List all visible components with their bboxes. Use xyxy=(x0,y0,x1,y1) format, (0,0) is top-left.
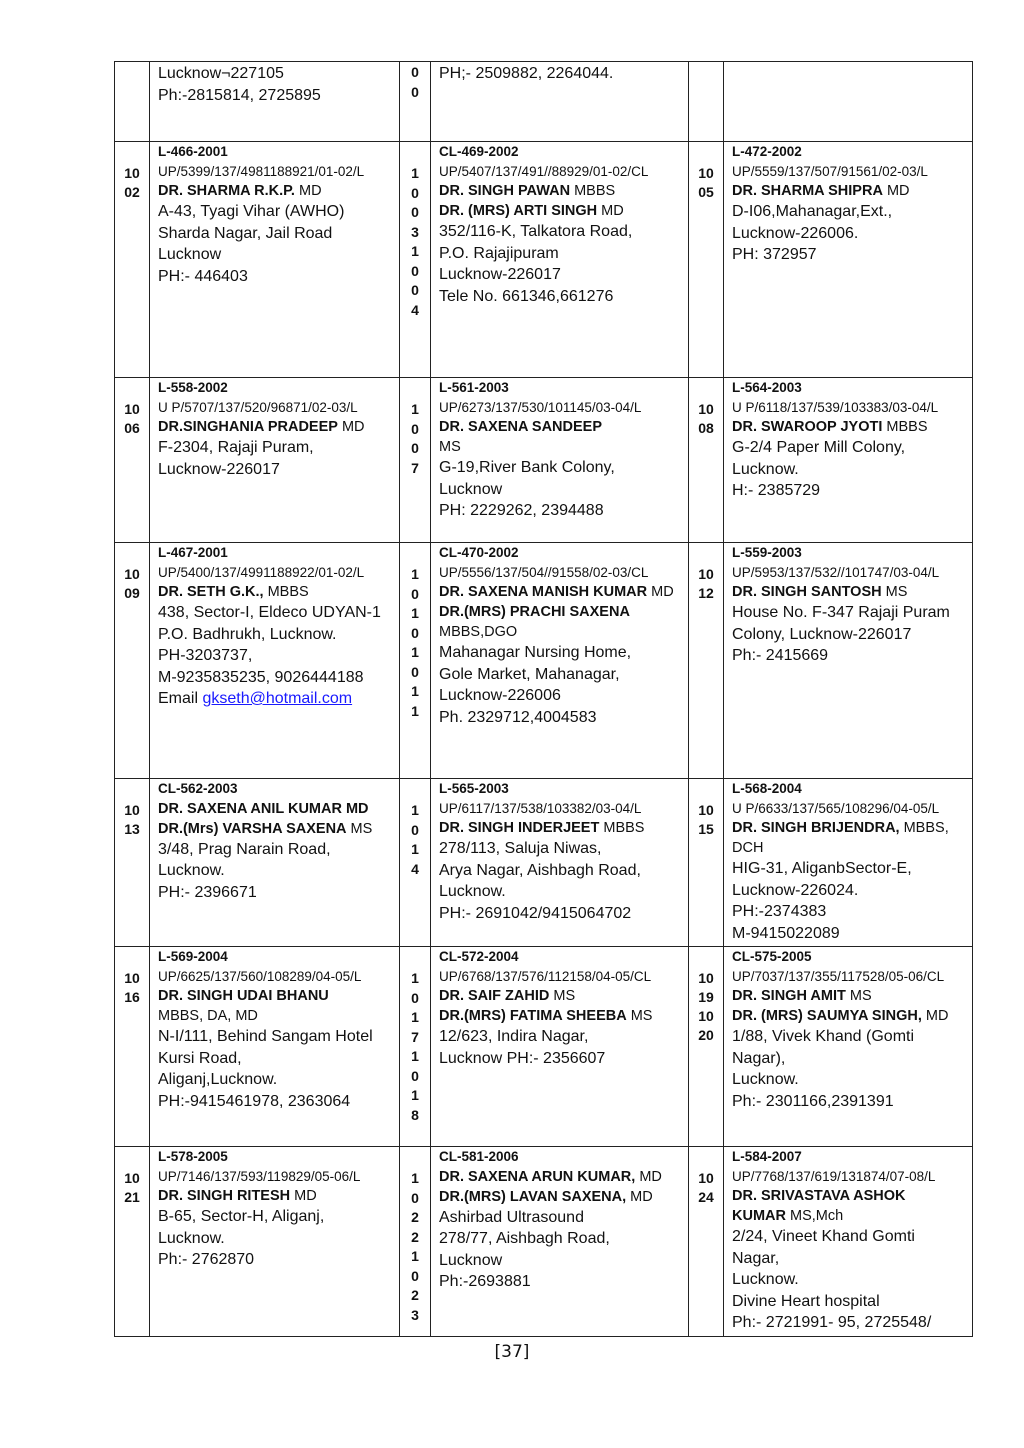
serial-number: 10 08 xyxy=(698,401,714,436)
address-line: Lucknow. xyxy=(732,460,799,478)
doctor-name: DR. SINGH BRIJENDRA, xyxy=(732,820,900,836)
serial-digit: 4 xyxy=(411,301,419,318)
registration-number: UP/5400/137/4991188922/01-02/L xyxy=(158,564,365,580)
serial-digit: 1 xyxy=(411,1009,419,1025)
licence-code: L-578-2005 xyxy=(158,1149,228,1164)
serial-digit: 0 xyxy=(411,262,419,279)
registration-number: UP/6625/137/560/108289/04-05/L xyxy=(158,968,362,984)
table-row xyxy=(115,62,973,142)
address-line: Lucknow. xyxy=(732,1271,799,1288)
doctor-qualification: MBBS xyxy=(599,820,645,836)
serial-number: 10 12 xyxy=(698,566,714,601)
serial-number: 10 06 xyxy=(124,401,140,436)
doctor-name: DR. SINGH PAWAN xyxy=(439,183,571,199)
serial-digit: 1 xyxy=(411,683,419,699)
page-number: [37] xyxy=(494,1342,530,1362)
serial-digit: 0 xyxy=(411,585,419,602)
doctor-line xyxy=(158,799,395,819)
address-line: House No. F-347 Rajaji Puram xyxy=(732,604,950,621)
registration-number: U P/5707/137/520/96871/02-03/L xyxy=(158,399,358,415)
address-line: M-9415022089 xyxy=(732,924,840,942)
doctor-line xyxy=(158,986,395,1006)
licence-code: L-569-2004 xyxy=(158,949,228,964)
entry-cell xyxy=(150,62,400,142)
serial-number-cell xyxy=(689,142,724,378)
entry-cell xyxy=(724,947,973,1147)
doctor-line xyxy=(732,986,968,1006)
serial-digit: 1 xyxy=(411,165,419,181)
address-line: Lucknow-226006. xyxy=(732,224,859,242)
entry-cell xyxy=(724,142,973,378)
doctor-qualification: MS xyxy=(439,439,461,455)
email-link[interactable]: gkseth@hotmail.com xyxy=(202,690,353,707)
entry-cell xyxy=(150,947,400,1147)
doctor-line xyxy=(158,1006,395,1026)
serial-number-cell xyxy=(115,1147,150,1337)
doctor-name: DR. SETH G.K., xyxy=(158,584,264,600)
doctor-qualification: MD xyxy=(882,183,910,199)
doctor-name: DR. SINGH INDERJEET xyxy=(439,820,600,836)
entry-cell xyxy=(150,543,400,779)
serial-number: 10 24 xyxy=(698,1170,714,1205)
doctor-name: DR. SAXENA SANDEEP xyxy=(439,419,603,435)
entry-cell xyxy=(724,62,973,142)
serial-number-cell xyxy=(115,779,150,947)
address-line: PH-3203737, xyxy=(158,647,253,664)
serial-number-cell xyxy=(115,947,150,1147)
serial-digit: 0 xyxy=(411,440,419,456)
table-row xyxy=(115,378,973,543)
phone-line: PH;- 2509882, 2264044. xyxy=(439,65,614,82)
address-line: D-I06,Mahanagar,Ext., xyxy=(732,203,893,220)
address-line: Ph:- 2721991- 95, 2725548/ xyxy=(732,1314,932,1331)
licence-code: L-568-2004 xyxy=(732,781,802,796)
doctor-name: KUMAR xyxy=(732,1208,786,1224)
doctor-qualification: DCH xyxy=(732,840,764,856)
registration-number: UP/5399/137/4981188921/01-02/L xyxy=(158,163,365,179)
doctor-qualification: MD xyxy=(626,1188,653,1205)
doctor-qualification: MS,Mch xyxy=(785,1208,844,1224)
licence-code: CL-469-2002 xyxy=(439,144,519,159)
address-line: 278/113, Saluja Niwas, xyxy=(439,840,602,857)
serial-digit: 1 xyxy=(411,644,419,660)
serial-number: 10 16 xyxy=(124,970,140,1005)
serial-digit: 1 xyxy=(411,243,419,259)
doctor-name: DR. SAXENA MANISH KUMAR xyxy=(439,584,648,600)
licence-code: CL-581-2006 xyxy=(439,1149,519,1164)
address-line: Lucknow. xyxy=(439,883,506,900)
serial-number-cell xyxy=(115,142,150,378)
doctor-name: DR.(MRS) FATIMA SHEEBA xyxy=(439,1008,627,1024)
registration-number: UP/6117/137/538/103382/03-04/L xyxy=(439,800,642,816)
serial-digits xyxy=(400,779,431,947)
doctor-qualification: MS xyxy=(346,820,373,837)
doctor-line xyxy=(158,1186,395,1206)
serial-digits xyxy=(400,378,431,543)
licence-code: L-558-2002 xyxy=(158,380,228,395)
licence-code: L-472-2002 xyxy=(732,144,802,159)
serial-digit: 1 xyxy=(411,605,419,621)
doctor-line xyxy=(439,1006,684,1026)
serial-digits xyxy=(400,62,431,142)
serial-digit: 1 xyxy=(411,841,419,857)
address-line: Lucknow-226024. xyxy=(732,881,859,899)
address-line: PH:- 2396671 xyxy=(158,883,257,901)
entry-cell xyxy=(724,378,973,543)
doctor-line xyxy=(439,622,684,642)
doctor-qualification: MS xyxy=(881,584,908,600)
doctor-line xyxy=(732,838,968,858)
doctor-qualification: MD xyxy=(290,1188,317,1204)
entry-cell xyxy=(724,543,973,779)
doctor-name: DR.(MRS) PRACHI SAXENA xyxy=(439,604,630,620)
serial-digit: 0 xyxy=(411,1067,419,1084)
serial-digit: 0 xyxy=(411,624,419,641)
doctor-qualification: MBBS, DA, MD xyxy=(158,1008,258,1024)
doctor-qualification: MD xyxy=(921,1008,949,1024)
address-line: P.O. Badhrukh, Lucknow. xyxy=(158,625,337,643)
licence-code: CL-470-2002 xyxy=(439,545,519,560)
doctor-name: DR. SWAROOP JYOTI xyxy=(732,419,883,435)
doctor-name: DR. (MRS) SAUMYA SINGH, xyxy=(732,1008,922,1024)
serial-digit: 1 xyxy=(411,566,419,582)
email-line xyxy=(158,688,395,710)
address-line: A-43, Tyagi Vihar (AWHO) xyxy=(158,203,345,220)
doctor-line xyxy=(158,181,395,201)
address-line: 278/77, Aishbagh Road, xyxy=(439,1230,610,1247)
serial-number: 10 02 xyxy=(124,165,140,200)
serial-digit: 1 xyxy=(411,970,419,986)
serial-digit: 8 xyxy=(411,1106,419,1123)
address-line: Nagar, xyxy=(732,1249,780,1267)
address-line: HIG-31, AliganbSector-E, xyxy=(732,860,912,877)
licence-code: CL-572-2004 xyxy=(439,949,519,964)
registration-number: UP/5556/137/504//91558/02-03/CL xyxy=(439,564,649,580)
address-line: 3/48, Prag Narain Road, xyxy=(158,840,331,858)
doctor-line xyxy=(439,1167,684,1187)
address-line: 438, Sector-I, Eldeco UDYAN-1 xyxy=(158,604,381,621)
address-line: Lucknow PH:- 2356607 xyxy=(439,1049,606,1067)
serial-digit: 0 xyxy=(411,282,419,298)
address-line: Ph:- 2762870 xyxy=(158,1251,255,1268)
address-line: Nagar), xyxy=(732,1049,786,1067)
address-line: Ph:- 2301166,2391391 xyxy=(732,1092,894,1110)
address-line: PH:- 446403 xyxy=(158,267,248,285)
serial-digits xyxy=(400,947,431,1147)
doctor-line xyxy=(732,582,968,602)
serial-digit: 2 xyxy=(411,1228,419,1245)
number-cell xyxy=(689,62,724,142)
doctor-name: DR.(MRS) LAVAN SAXENA, xyxy=(439,1188,627,1205)
registration-number: UP/5953/137/532//101747/03-04/L xyxy=(732,564,940,580)
serial-digit: 3 xyxy=(411,223,419,240)
doctor-name: DR.SINGHANIA PRADEEP xyxy=(158,419,338,435)
address-line: Lucknow. xyxy=(158,1229,225,1247)
entry-cell xyxy=(431,543,689,779)
entry-cell xyxy=(150,1147,400,1337)
licence-code: L-467-2001 xyxy=(158,545,228,560)
licence-code: L-466-2001 xyxy=(158,144,228,159)
serial-digit: 0 xyxy=(411,989,419,1006)
serial-digit: 2 xyxy=(411,1209,419,1225)
doctor-name: DR. SHARMA SHIPRA xyxy=(732,183,883,199)
address-line: PH:-9415461978, 2363064 xyxy=(158,1092,351,1110)
serial-number-cell xyxy=(689,779,724,947)
licence-code: L-559-2003 xyxy=(732,545,802,560)
serial-digit: 7 xyxy=(411,1028,419,1045)
registration-number: UP/7146/137/593/119829/05-06/L xyxy=(158,1168,361,1184)
serial-digit: 0 xyxy=(411,83,419,100)
address-line: PH:- 2691042/9415064702 xyxy=(439,904,632,922)
serial-digit: 7 xyxy=(411,459,419,476)
directory-body xyxy=(115,62,973,1337)
registration-number: UP/7037/137/355/117528/05-06/CL xyxy=(732,968,945,984)
address-line: Lucknow xyxy=(439,1251,503,1269)
registration-number: UP/6768/137/576/112158/04-05/CL xyxy=(439,968,652,984)
serial-number: 10 19 10 20 xyxy=(698,970,714,1043)
address-line: G-2/4 Paper Mill Colony, xyxy=(732,439,906,456)
address-line: F-2304, Rajaji Puram, xyxy=(158,439,314,456)
address-line: Lucknow. xyxy=(158,862,225,879)
serial-number-cell xyxy=(689,947,724,1147)
table-row xyxy=(115,1147,973,1337)
registration-number: UP/7768/137/619/131874/07-08/L xyxy=(732,1168,936,1184)
doctor-name: DR.(Mrs) VARSHA SAXENA xyxy=(158,820,347,837)
address-line: M-9235835235, 9026444188 xyxy=(158,668,364,686)
serial-digit: 1 xyxy=(411,1048,419,1064)
table-row xyxy=(115,779,973,947)
registration-number: UP/6273/137/530/101145/03-04/L xyxy=(439,399,642,415)
serial-digit: 0 xyxy=(411,1267,419,1284)
licence-code: CL-575-2005 xyxy=(732,949,812,964)
doctor-qualification: MS xyxy=(549,988,576,1004)
address-line: G-19,River Bank Colony, xyxy=(439,459,615,476)
doctor-line xyxy=(439,1187,684,1207)
licence-code: L-565-2003 xyxy=(439,781,509,796)
doctor-qualification: MBBS, xyxy=(899,820,949,836)
entry-cell xyxy=(431,62,689,142)
doctor-qualification: MBBS xyxy=(263,584,309,600)
serial-digit: 0 xyxy=(411,821,419,838)
address-line: Lucknow xyxy=(158,246,222,263)
doctor-line xyxy=(439,818,684,838)
doctor-name: DR. SAXENA ARUN KUMAR, xyxy=(439,1168,636,1185)
entry-cell xyxy=(431,1147,689,1337)
doctor-qualification: MD xyxy=(597,203,624,219)
doctor-line xyxy=(439,201,684,221)
serial-digit: 1 xyxy=(411,802,419,818)
address-line: Kursi Road, xyxy=(158,1049,242,1067)
entry-cell xyxy=(724,779,973,947)
address-line: Lucknow. xyxy=(732,1071,799,1088)
address-line: Sharda Nagar, Jail Road xyxy=(158,224,333,242)
doctor-name: DR. SINGH RITESH xyxy=(158,1188,291,1204)
serial-number: 10 09 xyxy=(124,566,140,601)
doctor-qualification: MBBS xyxy=(882,419,928,435)
address-line: 352/116-K, Talkatora Road, xyxy=(439,223,633,240)
address-line: 12/623, Indira Nagar, xyxy=(439,1028,589,1045)
address-line: N-I/111, Behind Sangam Hotel xyxy=(158,1028,373,1045)
serial-number-cell xyxy=(115,543,150,779)
serial-number-cell xyxy=(115,378,150,543)
serial-digit: 0 xyxy=(411,663,419,680)
serial-digit: 1 xyxy=(411,1087,419,1103)
entry-cell xyxy=(431,142,689,378)
serial-number-cell xyxy=(689,543,724,779)
doctor-line xyxy=(158,819,395,839)
entry-cell xyxy=(431,378,689,543)
entry-cell xyxy=(150,779,400,947)
serial-number-cell xyxy=(689,1147,724,1337)
entry-cell xyxy=(150,378,400,543)
serial-digit: 1 xyxy=(411,1170,419,1186)
address-line: Divine Heart hospital xyxy=(732,1292,880,1310)
address-line: Mahanagar Nursing Home, xyxy=(439,644,632,661)
address-line: Aliganj,Lucknow. xyxy=(158,1071,278,1088)
serial-digit: 0 xyxy=(411,204,419,220)
serial-number-cell xyxy=(689,378,724,543)
entry-cell xyxy=(150,142,400,378)
serial-digit: 0 xyxy=(411,64,419,80)
registration-number: U P/6118/137/539/103383/03-04/L xyxy=(732,399,939,415)
address-line: PH:-2374383 xyxy=(732,903,827,920)
address-line: Lucknow-226017 xyxy=(158,460,280,478)
registration-number: U P/6633/137/565/108296/04-05/L xyxy=(732,800,940,816)
serial-digit: 0 xyxy=(411,1189,419,1206)
doctor-name: DR. SHARMA R.K.P. xyxy=(158,183,295,199)
entry-cell xyxy=(724,1147,973,1337)
doctor-qualification: MD xyxy=(337,419,365,435)
address-line: 2/24, Vineet Khand Gomti xyxy=(732,1228,915,1245)
address-line: Ashirbad Ultrasound xyxy=(439,1208,584,1226)
entry-cell xyxy=(431,779,689,947)
doctor-qualification: MBBS xyxy=(570,183,616,199)
serial-digit: 1 xyxy=(411,702,419,719)
doctor-line xyxy=(732,1006,968,1026)
directory-table xyxy=(114,61,973,1337)
doctor-line xyxy=(439,602,684,622)
doctor-qualification: MD xyxy=(294,183,322,199)
serial-digit: 0 xyxy=(411,420,419,437)
licence-code: L-564-2003 xyxy=(732,380,802,395)
serial-number: 10 15 xyxy=(698,802,714,837)
serial-digit: 1 xyxy=(411,401,419,417)
address-line: Arya Nagar, Aishbagh Road, xyxy=(439,861,641,879)
doctor-line xyxy=(732,417,968,437)
doctor-line xyxy=(732,1206,968,1226)
doctor-name: DR. SAXENA ANIL KUMAR MD xyxy=(158,800,369,817)
doctor-qualification: MD xyxy=(647,584,674,600)
doctor-name: DR. SINGH SANTOSH xyxy=(732,584,882,600)
number-cell xyxy=(115,62,150,142)
entry-cell xyxy=(431,947,689,1147)
doctor-line xyxy=(439,417,684,437)
doctor-line xyxy=(732,181,968,201)
licence-code: L-584-2007 xyxy=(732,1149,802,1164)
doctor-name: DR. SINGH AMIT xyxy=(732,988,846,1004)
address-line: B-65, Sector-H, Aliganj, xyxy=(158,1208,325,1225)
doctor-name: DR. (MRS) ARTI SINGH xyxy=(439,203,598,219)
doctor-qualification: MD xyxy=(635,1168,662,1185)
serial-number: 10 13 xyxy=(124,802,140,837)
serial-number: 10 05 xyxy=(698,165,714,200)
address-line: P.O. Rajajipuram xyxy=(439,244,559,262)
address-line: Colony, Lucknow-226017 xyxy=(732,625,912,643)
licence-code: CL-562-2003 xyxy=(158,781,238,796)
serial-digits xyxy=(400,543,431,779)
address-line: PH: 372957 xyxy=(732,246,817,263)
serial-digit: 2 xyxy=(411,1287,419,1303)
doctor-line xyxy=(732,1186,968,1206)
doctor-qualification: MS xyxy=(845,988,872,1004)
serial-digit: 4 xyxy=(411,860,419,877)
registration-number: UP/5407/137/491//88929/01-02/CL xyxy=(439,163,649,179)
address-line: Lucknow xyxy=(439,480,503,498)
licence-code: L-561-2003 xyxy=(439,380,509,395)
address-line: H:- 2385729 xyxy=(732,482,821,499)
doctor-line xyxy=(158,417,395,437)
serial-digit: 0 xyxy=(411,184,419,201)
email-label: Email xyxy=(158,690,203,707)
address-line: Gole Market, Mahanagar, xyxy=(439,665,620,683)
table-row xyxy=(115,543,973,779)
phone-line: Ph:-2815814, 2725895 xyxy=(158,86,321,104)
address-line: Ph:- 2415669 xyxy=(732,647,829,664)
doctor-line xyxy=(439,181,684,201)
address-line: Ph:-2693881 xyxy=(439,1273,531,1290)
doctor-line xyxy=(439,437,684,457)
doctor-qualification: MS xyxy=(626,1008,653,1024)
doctor-line xyxy=(439,986,684,1006)
address-line: PH: 2229262, 2394488 xyxy=(439,502,604,519)
address-line: Ph. 2329712,4004583 xyxy=(439,708,597,726)
table-row xyxy=(115,142,973,378)
doctor-line xyxy=(732,818,968,838)
address-line: Lucknow¬227105 xyxy=(158,65,284,82)
address-line: Tele No. 661346,661276 xyxy=(439,287,614,305)
serial-digits xyxy=(400,142,431,378)
table-row xyxy=(115,947,973,1147)
address-line: Lucknow-226006 xyxy=(439,687,561,704)
serial-digit: 1 xyxy=(411,1248,419,1264)
serial-digit: 3 xyxy=(411,1306,419,1323)
address-line: 1/88, Vivek Khand (Gomti xyxy=(732,1028,915,1045)
doctor-name: DR. SRIVASTAVA ASHOK xyxy=(732,1188,906,1204)
address-line: Lucknow-226017 xyxy=(439,266,561,283)
doctor-name: DR. SAIF ZAHID xyxy=(439,988,550,1004)
doctor-name: DR. SINGH UDAI BHANU xyxy=(158,988,329,1004)
doctor-line xyxy=(158,582,395,602)
serial-digits xyxy=(400,1147,431,1337)
serial-number: 10 21 xyxy=(124,1170,140,1205)
doctor-qualification: MBBS,DGO xyxy=(439,624,518,640)
doctor-line xyxy=(439,582,684,602)
registration-number: UP/5559/137/507/91561/02-03/L xyxy=(732,163,928,179)
